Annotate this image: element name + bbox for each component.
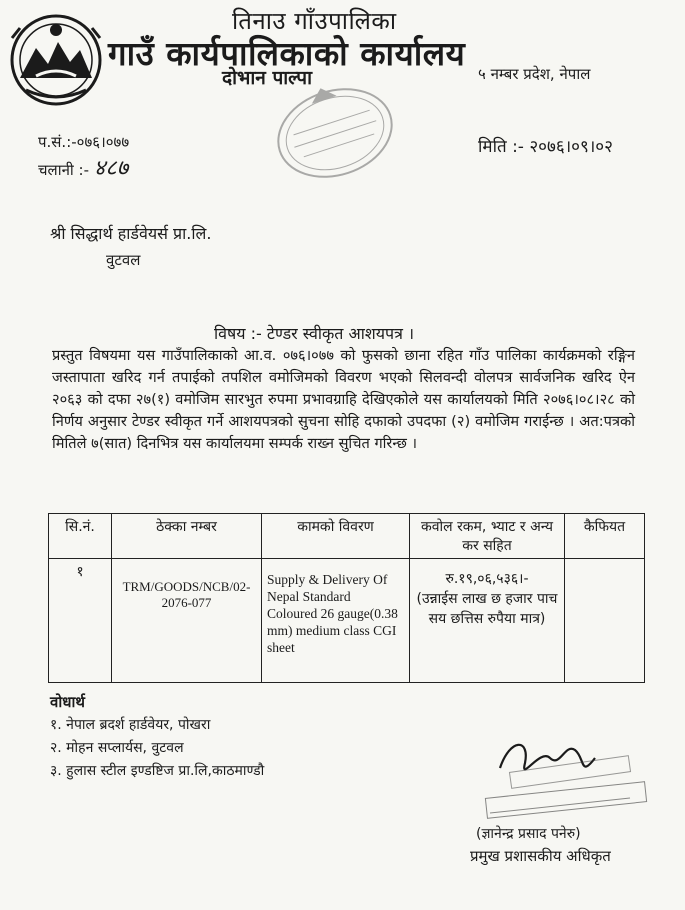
list-item: ३. हुलास स्टील इण्डष्टिज प्रा.लि,काठमाण्डौ (50, 763, 265, 779)
cc-list (50, 714, 264, 783)
letter-body: प्रस्तुत विषयमा यस गाउँपालिकाको आ.व. ०७६।०७७ को फुसको छाना रहित गाँउ पालिका कार्यक्रमको रङ्गिन जस्तापाता खरिद गर्न तपाईको तपशिल वमोजिमको विवरण भएको सिलवन्दी वोलपत्र सार्वजनिक खरिद ऐन २०६३ को दफा २७(१) वमोजिम सारभुत रुपमा प्रभावग्राहि देखिएकोले यस कार्यालयको मिति २०७६।०८।२८ को निर्णय अनुसार टेण्डर स्वीकृत गर्ने आशयपत्रको सुचना सोहि दफाको उपदफा (२) वमोजिम गराईन्छ । अत:पत्रको मितिले ७(सात) दिनभित्र यस कार्यालयमा सम्पर्क राख्न सुचित गरिन्छ । (52, 347, 635, 452)
header-contract-no: ठेक्का नम्बर (112, 514, 262, 559)
list-item: २. मोहन सप्लार्यस, वुटवल (50, 740, 184, 756)
dispatch-number-line (38, 152, 128, 182)
emblem-logo-icon (6, 8, 106, 108)
signatory-name: (ज्ञानेन्द्र प्रसाद पनेरु) (476, 826, 581, 842)
office-seal-stamp (270, 78, 400, 188)
amount-figure: रु.१९,०६,५३६।- (445, 571, 529, 587)
tender-table (48, 513, 645, 683)
office-location: दोभान पाल्पा (222, 67, 313, 89)
recipient-place: वुटवल (106, 251, 141, 269)
table-row (49, 559, 645, 683)
signatory-title: प्रमुख प्रशासकीय अधिकृत (470, 847, 611, 865)
municipality-name: तिनाउ गाँउपालिका (232, 7, 397, 35)
list-item: १. नेपाल ब्रदर्श हार्डवेयर, पोखरा (50, 717, 211, 733)
header-sn: सि.नं. (49, 514, 112, 559)
header-remarks: कैफियत (565, 514, 645, 559)
table-header-row (49, 514, 645, 559)
amount-words: (उन्नाईस लाख छ हजार पाच सय छत्तिस रुपैया मात्र) (416, 591, 558, 627)
letter-date: मिति :- २०७६।०९।०२ (478, 137, 613, 157)
cell-sn: १ (49, 559, 112, 683)
header-amount: कवोल रकम, भ्याट र अन्य कर सहित (410, 514, 565, 559)
cell-contract-no: TRM/GOODS/NCB/02-2076-077 (112, 559, 262, 683)
office-title: गाउँ कार्यपालिकाको कार्यालय (108, 34, 466, 73)
cell-amount (410, 559, 565, 683)
cell-remarks (565, 559, 645, 683)
header-description: कामको विवरण (262, 514, 410, 559)
letter-subject: विषय :- टेण्डर स्वीकृत आशयपत्र । (214, 324, 415, 343)
recipient-name: श्री सिद्धार्थ हार्डवेयर्स प्रा.लि. (50, 224, 212, 243)
signature-icon (480, 728, 660, 838)
reference-number: प.सं.:-०७६।०७७ (38, 133, 130, 151)
dispatch-number: ४८७ (93, 156, 129, 181)
dispatch-label: चलानी :- (38, 161, 90, 179)
province-label: ५ नम्बर प्रदेश, नेपाल (478, 65, 591, 83)
cc-title: वोधार्थ (50, 693, 85, 711)
cell-description: Supply & Delivery Of Nepal Standard Coloured 26 gauge(0.38 mm) medium class CGI sheet (262, 559, 410, 683)
